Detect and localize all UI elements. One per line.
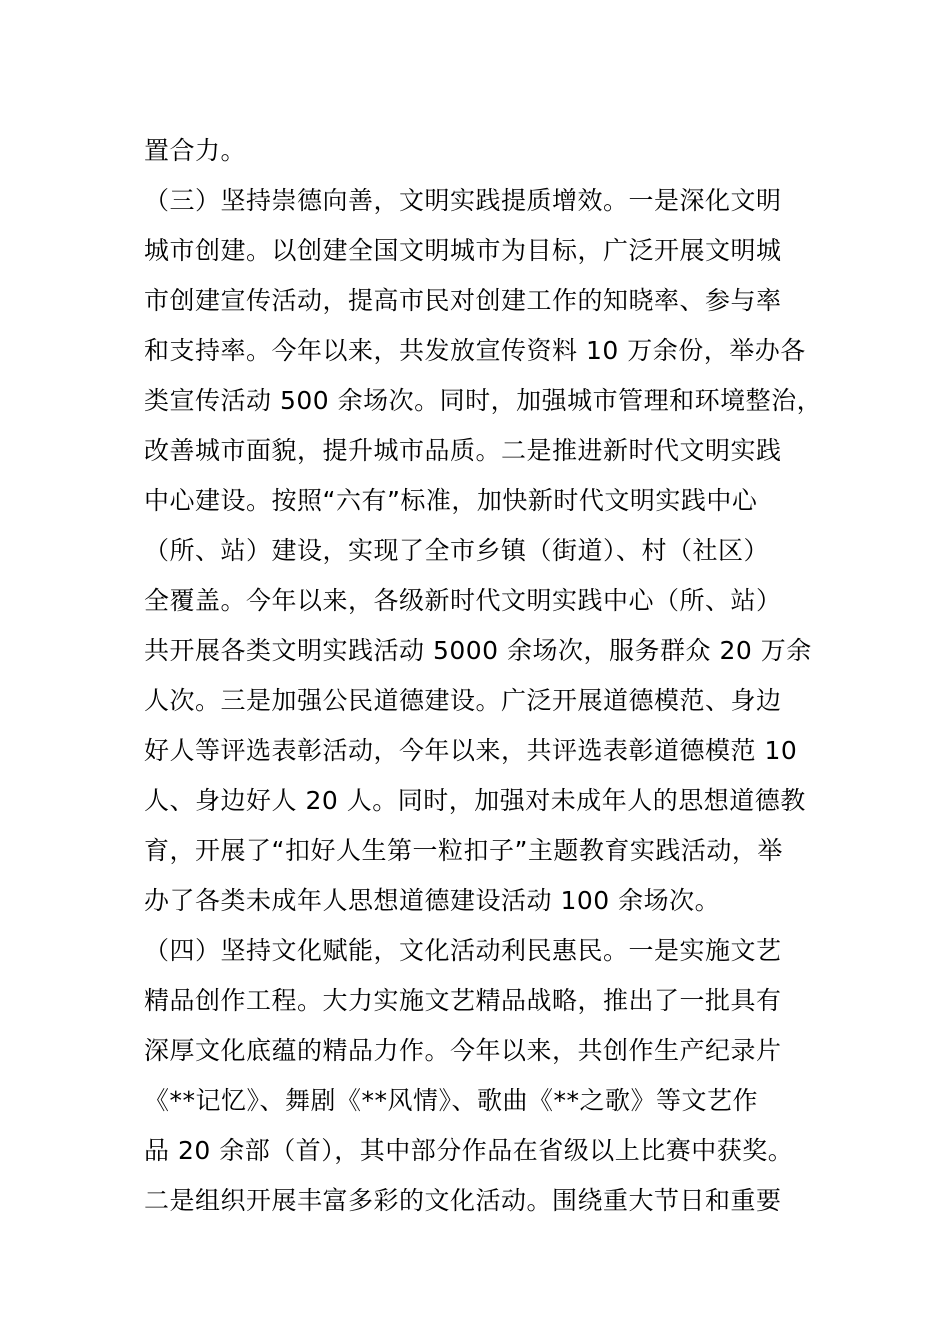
text-line: （四）坚持文化赋能，文化活动利民惠民。一是实施文艺 — [144, 936, 782, 965]
text-line: 精品创作工程。大力实施文艺精品战略，推出了一批具有 — [144, 986, 782, 1015]
text-line: 和支持率。今年以来，共发放宣传资料 10 万余份，举办各 — [144, 336, 806, 365]
text-line: 办了各类未成年人思想道德建设活动 100 余场次。 — [144, 886, 721, 915]
text-line: 共开展各类文明实践活动 5000 余场次，服务群众 20 万余 — [144, 636, 812, 665]
document-body — [144, 126, 844, 1226]
text-line: 人次。三是加强公民道德建设。广泛开展道德模范、身边 — [144, 686, 782, 715]
text-line: 品 20 余部（首），其中部分作品在省级以上比赛中获奖。 — [144, 1136, 794, 1165]
text-line: 好人等评选表彰活动，今年以来，共评选表彰道德模范 10 — [144, 736, 798, 765]
text-line: 育，开展了“扣好人生第一粒扣子”主题教育实践活动，举 — [144, 836, 783, 865]
text-line: 二是组织开展丰富多彩的文化活动。围绕重大节日和重要 — [144, 1186, 782, 1215]
text-line: 中心建设。按照“六有”标准，加快新时代文明实践中心 — [144, 486, 758, 515]
text-line: 《**记忆》、舞剧《**风情》、歌曲《**之歌》等文艺作 — [144, 1086, 759, 1115]
text-line: 市创建宣传活动，提高市民对创建工作的知晓率、参与率 — [144, 286, 782, 315]
text-line: 类宣传活动 500 余场次。同时，加强城市管理和环境整治， — [144, 386, 823, 415]
text-line: 改善城市面貌，提升城市品质。二是推进新时代文明实践 — [144, 436, 782, 465]
text-line: （所、站）建设，实现了全市乡镇（街道）、村（社区） — [144, 536, 770, 565]
text-line: 人、身边好人 20 人。同时，加强对未成年人的思想道德教 — [144, 786, 806, 815]
text-line: （三）坚持崇德向善，文明实践提质增效。一是深化文明 — [144, 186, 782, 215]
text-line: 深厚文化底蕴的精品力作。今年以来，共创作生产纪录片 — [144, 1036, 782, 1065]
text-line: 全覆盖。今年以来，各级新时代文明实践中心（所、站） — [144, 586, 782, 615]
text-line: 置合力。 — [144, 136, 247, 165]
text-line: 城市创建。以创建全国文明城市为目标，广泛开展文明城 — [144, 236, 782, 265]
